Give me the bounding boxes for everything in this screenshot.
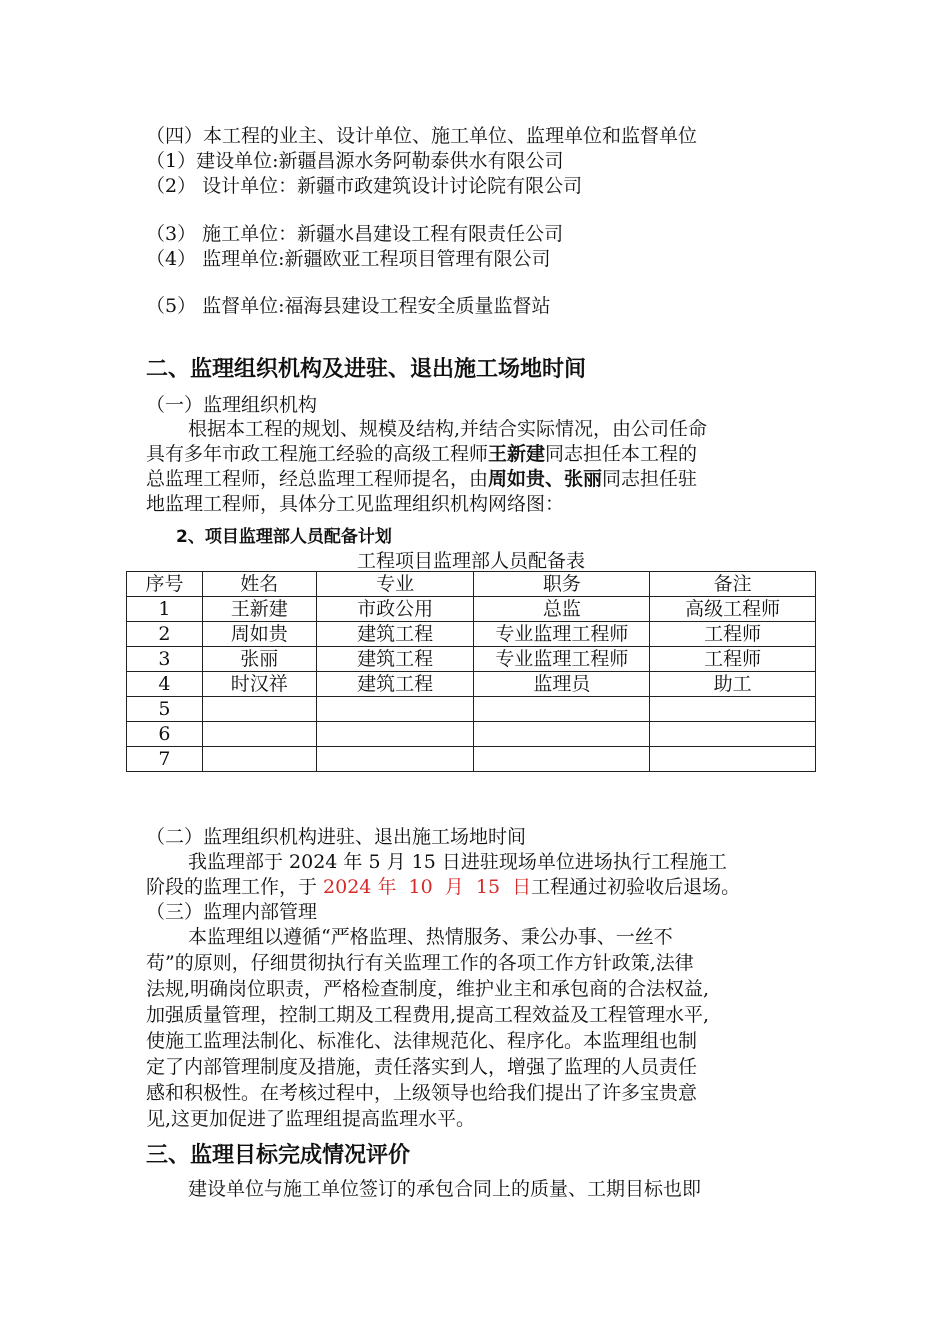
subsection-2-heading: （二）监理组织机构进驻、退出施工场地时间 [146,826,527,848]
cell-remarks [650,747,816,772]
cell-specialty: 建筑工程 [316,622,474,647]
cell-remarks [650,697,816,722]
header-seq: 序号 [127,572,203,597]
cell-specialty [316,722,474,747]
cell-name [202,747,316,772]
cell-name: 张丽 [202,647,316,672]
cell-position: 总监 [474,597,650,622]
cell-remarks: 工程师 [650,647,816,672]
unit-supervision: （4） 监理单位:新疆欧亚工程项目管理有限公司 [146,248,551,270]
cell-seq: 1 [127,597,203,622]
paragraph-line: 建设单位与施工单位签订的承包合同上的质量、工期目标也即 [188,1178,702,1200]
text-span: 同志担任驻 [602,468,698,490]
table-caption: 工程项目监理部人员配备表 [356,550,585,572]
paragraph-line: 加强质量管理，控制工期及工程费用,提高工程效益及工程管理水平, [146,1004,710,1026]
cell-remarks [650,722,816,747]
exit-date: 2024 年 10 月 15 日 [323,876,532,898]
paragraph-line: 使施工监理法制化、标准化、法律规范化、程序化。本监理组也制 [146,1030,698,1052]
unit-owner: （1）建设单位:新疆昌源水务阿勒泰供水有限公司 [146,150,564,172]
paragraph-line [146,466,697,492]
header-name: 姓名 [202,572,316,597]
header-position: 职务 [474,572,650,597]
text-span: 同志担任本工程的 [545,443,698,465]
cell-position [474,722,650,747]
cell-remarks: 高级工程师 [650,597,816,622]
chapter-3-title: 三、监理目标完成情况评价 [146,1143,411,1168]
cell-position: 专业监理工程师 [474,647,650,672]
table-header-row [127,572,816,597]
text-span: 总监理工程师，经总监理工程师提名，由 [146,468,489,490]
header-specialty: 专业 [316,572,474,597]
cell-seq: 5 [127,697,203,722]
table-row [127,747,816,772]
cell-name: 王新建 [202,597,316,622]
cell-remarks: 工程师 [650,622,816,647]
cell-seq: 6 [127,722,203,747]
paragraph-line: 我监理部于 2024 年 5 月 15 日进驻现场单位进场执行工程施工 [188,851,727,873]
cell-seq: 3 [127,647,203,672]
cell-seq: 4 [127,672,203,697]
table-row [127,647,816,672]
chief-engineer-name: 王新建 [488,443,546,465]
paragraph-line: 见,这更加促进了监理组提高监理水平。 [146,1108,476,1130]
chapter-2-title: 二、监理组织机构及进驻、退出施工场地时间 [146,357,587,382]
cell-position: 监理员 [474,672,650,697]
table-row [127,622,816,647]
staffing-plan-heading: 2、项目监理部人员配备计划 [176,527,392,547]
paragraph-line [146,441,697,467]
cell-specialty: 市政公用 [316,597,474,622]
unit-oversight: （5） 监督单位:福海县建设工程安全质量监督站 [146,295,551,317]
text-span: 工程通过初验收后退场。 [531,876,741,898]
subsection-1-heading: （一）监理组织机构 [146,394,318,416]
paragraph-line: 感和积极性。在考核过程中，上级领导也给我们提出了许多宝贵意 [146,1082,698,1104]
cell-specialty [316,697,474,722]
table-row [127,597,816,622]
unit-design: （2） 设计单位：新疆市政建筑设计讨论院有限公司 [146,175,583,197]
paragraph-line: 根据本工程的规划、规模及结构,并结合实际情况，由公司任命 [188,418,708,440]
cell-remarks: 助工 [650,672,816,697]
paragraph-line [146,874,740,900]
table-row [127,672,816,697]
text-span: 具有多年市政工程施工经验的高级工程师 [146,443,489,465]
paragraph-line: 本监理组以遵循“严格监理、热情服务、秉公办事、一丝不 [188,926,673,948]
cell-name: 时汉祥 [202,672,316,697]
cell-specialty: 建筑工程 [316,647,474,672]
subsection-3-heading: （三）监理内部管理 [146,901,318,923]
cell-position [474,697,650,722]
paragraph-line: 法规,明确岗位职责，严格检查制度，维护业主和承包商的合法权益, [146,978,710,1000]
section-4-heading: （四）本工程的业主、设计单位、施工单位、监理单位和监督单位 [146,125,698,147]
cell-position: 专业监理工程师 [474,622,650,647]
cell-seq: 7 [127,747,203,772]
unit-construction: （3） 施工单位：新疆水昌建设工程有限责任公司 [146,223,564,245]
table-row [127,697,816,722]
cell-seq: 2 [127,622,203,647]
text-span: 阶段的监理工作，于 [146,876,324,898]
paragraph-line: 定了内部管理制度及措施，责任落实到人，增强了监理的人员责任 [146,1056,698,1078]
cell-name: 周如贵 [202,622,316,647]
cell-specialty [316,747,474,772]
header-remarks: 备注 [650,572,816,597]
site-engineer-names: 周如贵、张丽 [488,468,603,490]
staff-table [126,571,816,772]
paragraph-line: 地监理工程师，具体分工见监理组织机构网络图： [146,493,565,515]
cell-specialty: 建筑工程 [316,672,474,697]
cell-position [474,747,650,772]
cell-name [202,722,316,747]
table-row [127,722,816,747]
paragraph-line: 苟”的原则，仔细贯彻执行有关监理工作的各项工作方针政策,法律 [146,952,694,974]
cell-name [202,697,316,722]
